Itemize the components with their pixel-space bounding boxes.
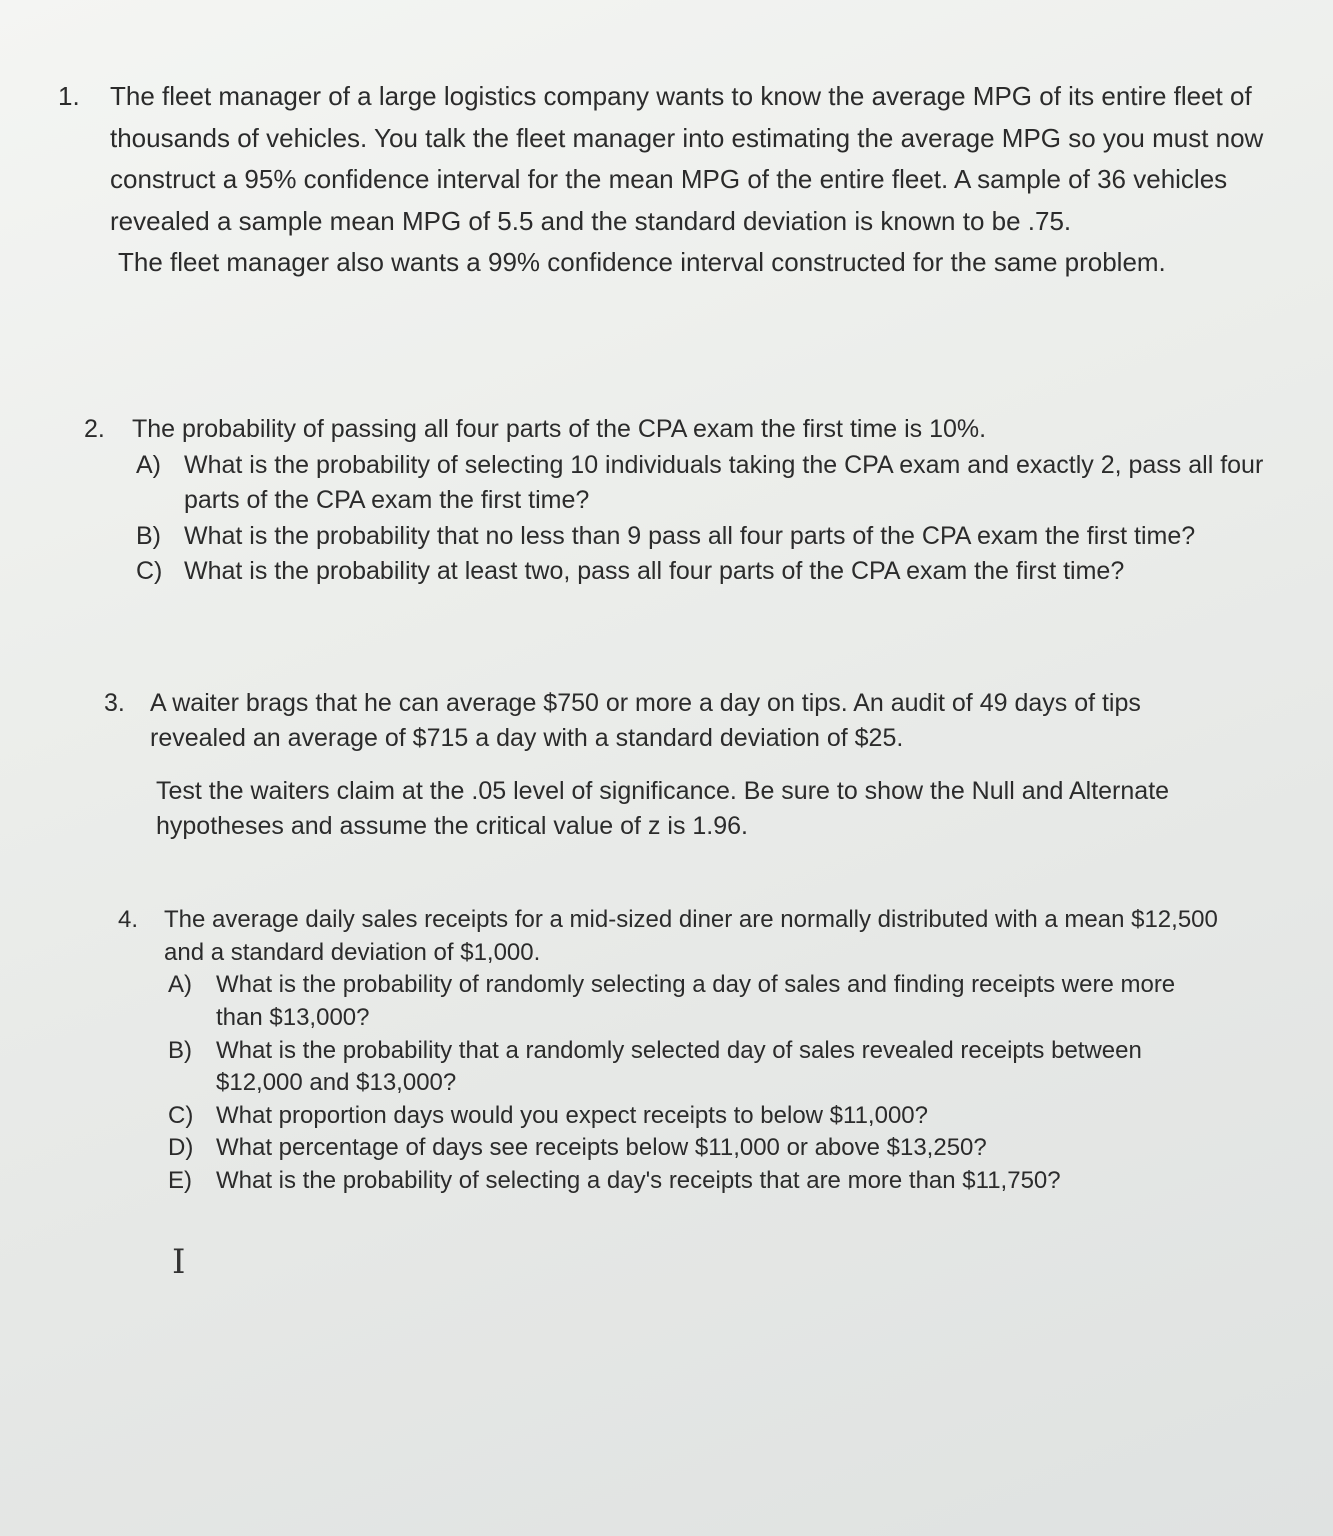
sub-question-label: B) — [136, 521, 161, 550]
question-number: 4. — [118, 906, 139, 933]
question-1 — [58, 76, 1288, 284]
question-text: The fleet manager also wants a 99% confidence interval constructed for the same problem. — [118, 247, 1166, 278]
sub-question — [168, 1132, 1218, 1165]
sub-question-text: What is the probability that no less than 9 pass all four parts of the CPA exam the first time? — [184, 521, 1196, 550]
question-3 — [104, 686, 1184, 844]
sub-question-label: A) — [168, 971, 192, 999]
sub-question-label: C) — [136, 557, 163, 585]
sub-question-list — [168, 969, 1218, 1197]
question-2 — [84, 412, 1284, 590]
question-text: Test the waiters claim at the .05 level of significance. Be sure to show the Null and Alternate hypotheses and assume the critical value of z is 1.96. — [156, 777, 1170, 840]
sub-question — [136, 554, 1284, 590]
question-text: The fleet manager of a large logistics company wants to know the average MPG of its entire fleet of thousands of vehicles. You talk the fleet manager into estimating the average MPG so you must now construct a 95% confidence interval for the mean MPG of the entire fleet. A sample of 36 vehicles revealed a sample mean MPG of 5.5 and the standard deviation is known to be .75. — [110, 81, 1264, 236]
sub-question-label: D) — [168, 1134, 194, 1162]
question-text: The average daily sales receipts for a mid-sized diner are normally distributed with a mean $12,500 and a standard deviation of $1,000. — [164, 906, 1218, 966]
text-cursor-icon: I — [172, 1242, 186, 1282]
sub-question-text: What is the probability that a randomly selected day of sales revealed receipts between $12,000 and $13,000? — [216, 1036, 1142, 1097]
question-text: The probability of passing all four parts of the CPA exam the first time is 10%. — [132, 415, 987, 443]
sub-question-text: What percentage of days see receipts below $11,000 or above $13,250? — [216, 1134, 987, 1162]
sub-question-text: What proportion days would you expect receipts to below $11,000? — [216, 1101, 928, 1129]
sub-question-label: A) — [136, 450, 161, 479]
question-number: 3. — [104, 689, 125, 717]
sub-question-text: What is the probability at least two, pass all four parts of the CPA exam the first time? — [184, 557, 1125, 585]
sub-question — [136, 519, 1284, 555]
sub-question — [168, 1100, 1218, 1133]
question-4 — [118, 904, 1218, 1198]
sub-question — [168, 1165, 1218, 1198]
question-number: 2. — [84, 415, 105, 443]
question-number: 1. — [58, 81, 80, 111]
sub-question-list — [136, 448, 1284, 590]
sub-question — [168, 1035, 1218, 1100]
sub-question-label: E) — [168, 1167, 192, 1194]
sub-question-label: C) — [168, 1101, 194, 1129]
sub-question-text: What is the probability of selecting a day's receipts that are more than $11,750? — [216, 1167, 1061, 1194]
sub-question — [136, 448, 1284, 519]
sub-question-text: What is the probability of selecting 10 individuals taking the CPA exam and exactly 2, pass all four parts of the CPA exam the first time? — [184, 450, 1264, 514]
sub-question — [168, 969, 1218, 1034]
sub-question-text: What is the probability of randomly selecting a day of sales and finding receipts were more than $13,000? — [216, 971, 1176, 1031]
sub-question-label: B) — [168, 1036, 192, 1064]
question-text: A waiter brags that he can average $750 or more a day on tips. An audit of 49 days of tips revealed an average of $715 a day with a standard deviation of $25. — [150, 689, 1141, 752]
